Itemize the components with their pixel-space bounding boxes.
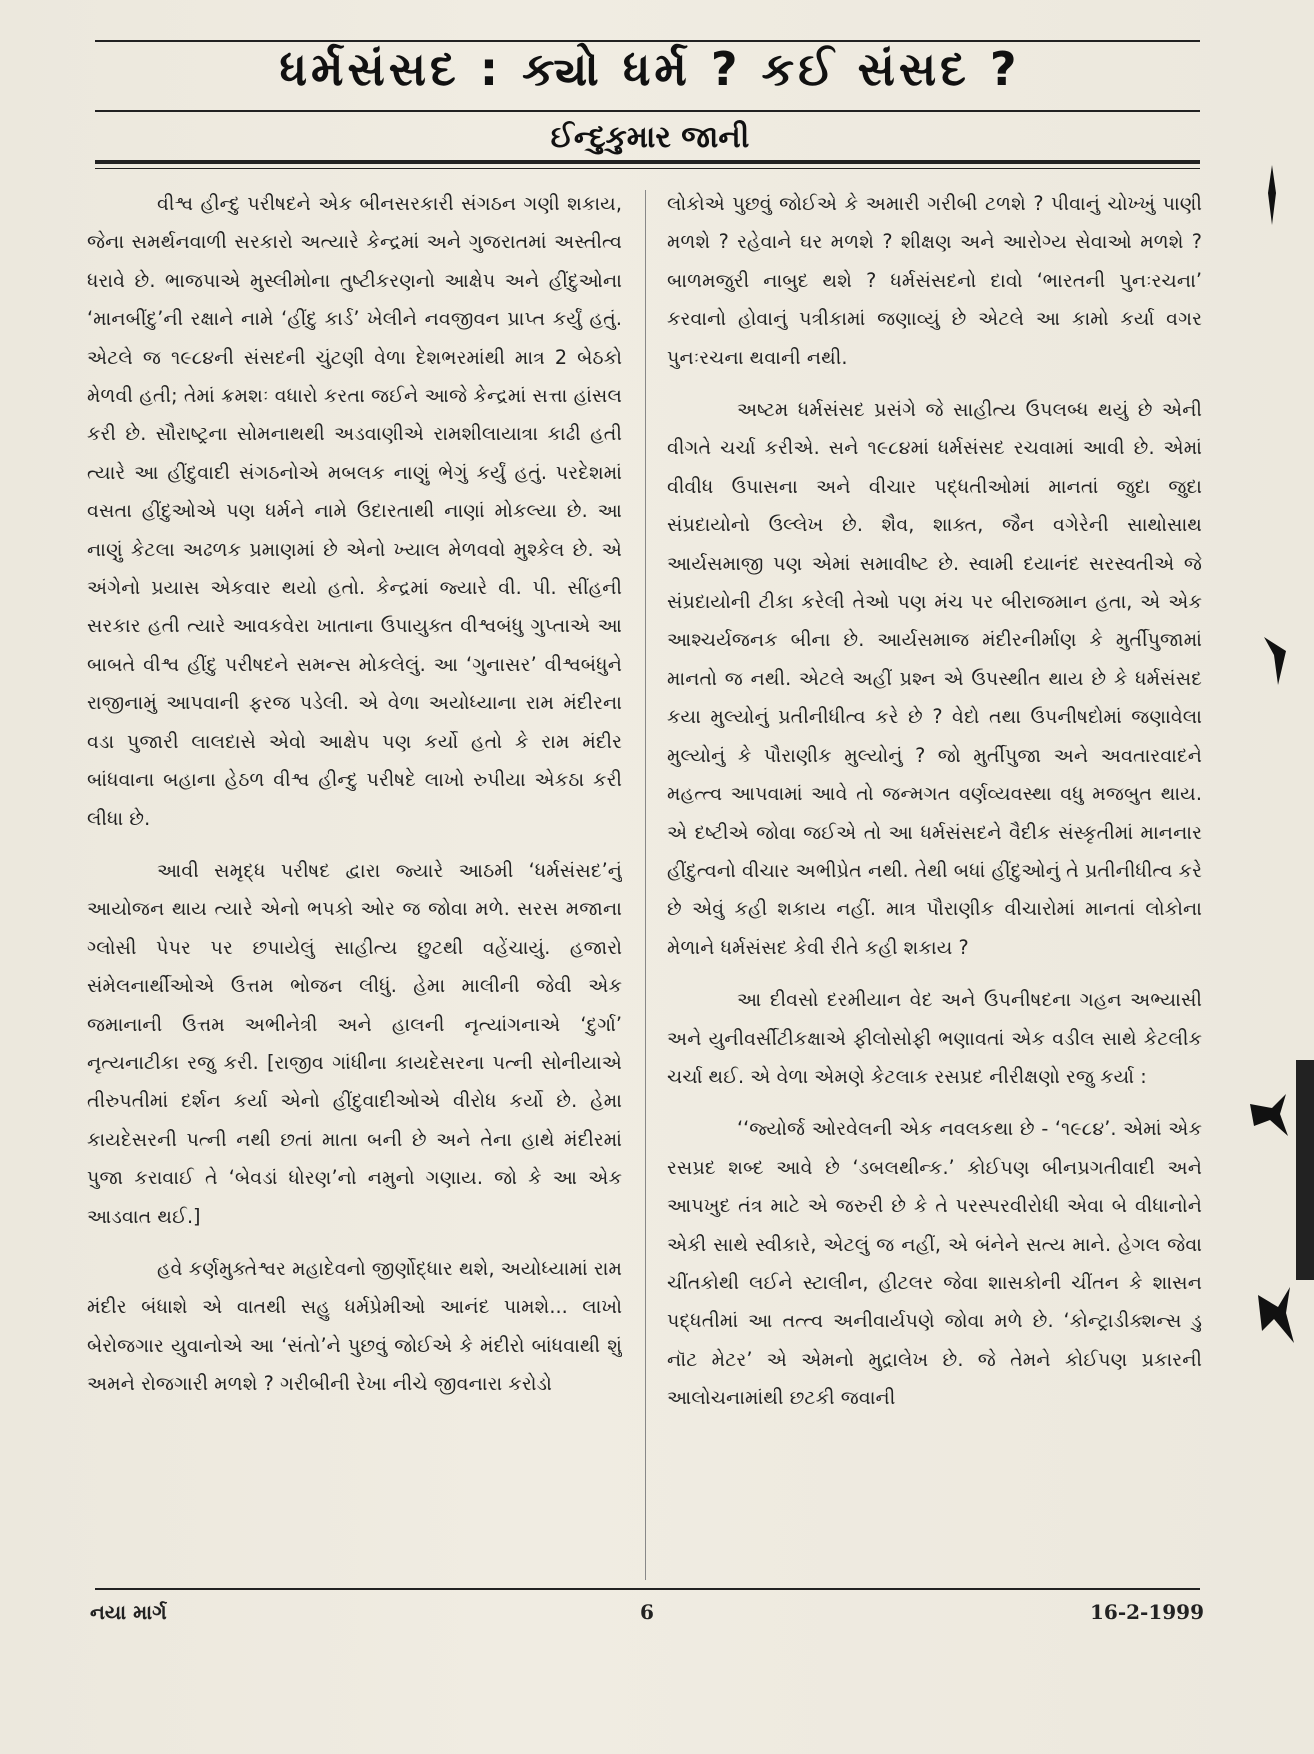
left-column bbox=[87, 185, 622, 1580]
byline-thin-rule bbox=[95, 168, 1200, 169]
right-paragraph-4: ‘‘જ્યોર્જ ઓરવેલની એક નવલકથા છે - ‘૧૯૮૪’. એમાં એક રસપ્રદ શબ્દ આવે છે ‘ડબલથીન્ક.’ કોઈપણ બીનપ્રગતીવાદી અને આપખુદ તંત્ર માટે એ જરુરી છે કે તે પરસ્પરવીરોધી એવા બે વીધાનોને એકી સાથે સ્વીકારે, એટલું જ નહીં, એ બંનેને સત્ય માને. હેગલ જેવા ચીંતકોથી લઈને સ્ટાલીન, હીટલર જેવા શાસકોની ચીંતન કે શાસન પદ્ધતીમાં આ તત્ત્વ અનીવાર્યપણે જોવા મળે છે. ‘કોન્ટ્રાડીક્શન્સ ડુ નૉટ મેટર’ એ એમનો મુદ્રાલેખ છે. જે તેમને કોઈપણ પ્રકારની આલોચનામાંથી છટકી જવાની bbox=[667, 1117, 1202, 1410]
byline-thick-rule bbox=[95, 160, 1200, 164]
right-paragraph-1: લોકોએ પુછવું જોઈએ કે અમારી ગરીબી ટળશે ? પીવાનું ચોખ્ખું પાણી મળશે ? રહેવાને ઘર મળશે ? શીક્ષણ અને આરોગ્ય સેવાઓ મળશે ? બાળમજુરી નાબુદ થશે ? ધર્મસંસદનો દાવો ‘ભારતની પુનઃરચના’ કરવાનો હોવાનું પત્રીકામાં જણાવ્યું છે એટલે આ કામો કર્યા વગર પુનઃરચના થવાની નથી. bbox=[667, 192, 1202, 369]
author-byline: ઈન્દુકુમાર જાની bbox=[550, 120, 750, 155]
column-divider bbox=[645, 190, 646, 1580]
title-divider-rule bbox=[95, 110, 1200, 112]
right-edge-shadow bbox=[1296, 1060, 1314, 1280]
footer-rule bbox=[95, 1588, 1200, 1590]
right-paragraph-3: આ દીવસો દરમીયાન વેદ અને ઉપનીષદના ગહન અભ્યાસી અને યુનીવર્સીટીકક્ષાએ ફીલોસોફી ભણાવતાં એક વડીલ સાથે કેટલીક ચર્ચા થઈ. એ વેળા એમણે કેટલાક રસપ્રદ નીરીક્ષણો રજુ કર્યા : bbox=[667, 988, 1202, 1088]
left-paragraph-1: વીશ્વ હીન્દુ પરીષદને એક બીનસરકારી સંગઠન ગણી શકાય, જેના સમર્થનવાળી સરકારો અત્યારે કેન્દ્રમાં અને ગુજરાતમાં અસ્તીત્વ ધરાવે છે. ભાજપાએ મુસ્લીમોના તુષ્ટીકરણનો આક્ષેપ અને હીંદુઓના ‘માનબીંદુ’ની રક્ષાને નામે ‘હીંદુ કાર્ડ’ ખેલીને નવજીવન પ્રાપ્ત કર્યું હતું. એટલે જ ૧૯૮૪ની સંસદની ચુંટણી વેળા દેશભરમાંથી માત્ર 2 બેઠકો મેળવી હતી; તેમાં ક્રમશઃ વધારો કરતા જઈને આજે કેન્દ્રમાં સત્તા હાંસલ કરી છે. સૌરાષ્ટ્રના સોમનાથથી અડવાણીએ રામશીલાયાત્રા કાઢી હતી ત્યારે આ હીંદુવાદી સંગઠનોએ મબલક નાણું ભેગું કર્યું હતું. પરદેશમાં વસતા હીંદુઓએ પણ ધર્મને નામે ઉદારતાથી નાણાં મોકલ્યા છે. આ નાણું કેટલા અઢળક પ્રમાણમાં છે એનો ખ્યાલ મેળવવો મુશ્કેલ છે. એ અંગેનો પ્રયાસ એકવાર થયો હતો. કેન્દ્રમાં જ્યારે વી. પી. સીંહની સરકાર હતી ત્યારે આવકવેરા ખાતાના ઉપાયુક્ત વીશ્વબંધુ ગુપ્તાએ આ બાબતે વીશ્વ હીંદુ પરીષદને સમન્સ મોકલેલું. આ ‘ગુનાસર’ વીશ્વબંધુને રાજીનામું આપવાની ફરજ પડેલી. એ વેળા અયોધ્યાના રામ મંદીરના વડા પુજારી લાલદાસે એવો આક્ષેપ પણ કર્યો હતો કે રામ મંદીર બાંધવાના બહાના હેઠળ વીશ્વ હીન્દુ પરીષદે લાખો રુપીયા એકઠા કરી લીધા છે. bbox=[87, 192, 622, 830]
article-title: ધર્મસંસદ : ક્યો ધર્મ ? કઈ સંસદ ? bbox=[279, 42, 1021, 96]
left-paragraph-2: આવી સમૃદ્ધ પરીષદ દ્વારા જ્યારે આઠમી ‘ધર્મસંસદ’નું આયોજન થાય ત્યારે એનો ભપકો ઓર જ જોવા મળે. સરસ મજાના ગ્લોસી પેપર પર છપાયેલું સાહીત્ય છુટથી વહેંચાયું. હજારો સંમેલનાર્થીઓએ ઉત્તમ ભોજન લીધું. હેમા માલીની જેવી એક જમાનાની ઉત્તમ અભીનેત્રી અને હાલની નૃત્યાંગનાએ ‘દુર્ગા’ નૃત્યનાટીકા રજુ કરી. [રાજીવ ગાંધીના કાયદેસરના પત્ની સોનીયાએ તીરુપતીમાં દર્શન કર્યા એનો હીંદુવાદીઓએ વીરોધ કર્યો છે. હેમા કાયદેસરની પત્ની નથી છતાં માતા બની છે અને તેના હાથે મંદીરમાં પુજા કરાવાઈ તે ‘બેવડાં ધોરણ’નો નમુનો ગણાય. જો કે આ એક આડવાત થઈ.] bbox=[87, 858, 622, 1228]
issue-date: 16-2-1999 bbox=[1090, 1600, 1205, 1624]
page-number: 6 bbox=[640, 1600, 654, 1624]
right-column bbox=[667, 185, 1202, 1580]
publication-name: નયા માર્ગ bbox=[90, 1600, 167, 1624]
right-paragraph-2: અષ્ટમ ધર્મસંસદ પ્રસંગે જે સાહીત્ય ઉપલબ્ધ થયું છે એની વીગતે ચર્ચા કરીએ. સને ૧૯૮૪માં ધર્મસંસદ રચવામાં આવી છે. એમાં વીવીધ ઉપાસના અને વીચાર પદ્ધતીઓમાં માનતાં જુદા જુદા સંપ્રદાયોનો ઉલ્લેખ છે. શૈવ, શાક્ત, જૈન વગેરેની સાથોસાથ આર્યસમાજી પણ એમાં સમાવીષ્ટ છે. સ્વામી દયાનંદ સરસ્વતીએ જે સંપ્રદાયોની ટીકા કરેલી તેઓ પણ મંચ પર બીરાજમાન હતા, એ એક આશ્ચર્યજનક બીના છે. આર્યસમાજ મંદીરનીર્માણ કે મુર્તીપુજામાં માનતો જ નથી. એટલે અહીં પ્રશ્ન એ ઉપસ્થીત થાય છે કે ધર્મસંસદ કયા મુલ્યોનું પ્રતીનીધીત્વ કરે છે ? વેદો તથા ઉપનીષદોમાં જણાવેલા મુલ્યોનું કે પૌરાણીક મુલ્યોનું ? જો મુર્તીપુજા અને અવતારવાદને મહત્ત્વ આપવામાં આવે તો જન્મગત વર્ણવ્યવસ્થા વધુ મજબુત થાય. એ દષ્ટીએ જોવા જઈએ તો આ ધર્મસંસદને વૈદીક સંસ્કૃતીમાં માનનાર હીંદુત્વનો વીચાર અભીપ્રેત નથી. તેથી બધાં હીંદુઓનું તે પ્રતીનીધીત્વ કરે છે એવું કહી શકાય નહીં. માત્ર પૌરાણીક વીચારોમાં માનતાં લોકોના મેળાને ધર્મસંસદ કેવી રીતે કહી શકાય ? bbox=[667, 398, 1202, 959]
left-paragraph-3: હવે કર્ણમુક્તેશ્વર મહાદેવનો જીર્ણોદ્ધાર થશે, અયોધ્યામાં રામ મંદીર બંધાશે એ વાતથી સહુ ધર્મપ્રેમીઓ આનંદ પામશે... લાખો બેરોજગાર યુવાનોએ આ ‘સંતો’ને પુછવું જોઈએ કે મંદીરો બાંધવાથી શું અમને રોજગારી મળશે ? ગરીબીની રેખા નીચે જીવનારા કરોડો bbox=[87, 1256, 622, 1396]
